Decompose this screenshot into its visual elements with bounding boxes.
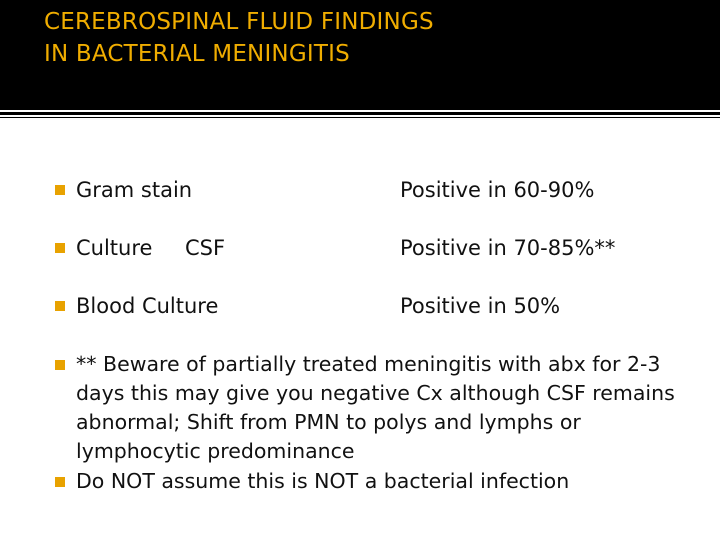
finding-row-culture-csf bbox=[55, 233, 715, 263]
finding-sublabel: CSF bbox=[185, 236, 226, 260]
finding-row-blood-culture bbox=[55, 291, 715, 321]
bullet-square-icon bbox=[55, 185, 65, 195]
finding-value: Positive in 60-90% bbox=[400, 178, 595, 202]
title-divider-thick bbox=[0, 112, 720, 115]
slide-title-line-1: CEREBROSPINAL FLUID FINDINGS bbox=[44, 9, 434, 35]
note-text: Do NOT assume this is NOT a bacterial infection bbox=[76, 469, 570, 493]
bullet-square-icon bbox=[55, 243, 65, 253]
finding-row-gram-stain bbox=[55, 175, 715, 205]
finding-value: Positive in 50% bbox=[400, 294, 561, 318]
title-divider-thin bbox=[0, 117, 720, 118]
note-partial-treatment bbox=[55, 350, 695, 466]
bullet-square-icon bbox=[55, 301, 65, 311]
note-do-not-assume bbox=[55, 467, 695, 496]
note-text: ** Beware of partially treated meningitis with abx for 2-3 days this may give you negative Cx although CSF remains abnormal; Shift from PMN to polys and lymphs or lymphocytic predominance bbox=[76, 352, 675, 463]
finding-value: Positive in 70-85%** bbox=[400, 236, 616, 260]
slide-title-line-2: IN BACTERIAL MENINGITIS bbox=[44, 41, 350, 67]
finding-label: Culture bbox=[76, 236, 153, 260]
bullet-square-icon bbox=[55, 477, 65, 487]
finding-label: Blood Culture bbox=[76, 294, 219, 318]
title-band bbox=[0, 0, 720, 110]
finding-label: Gram stain bbox=[76, 178, 193, 202]
bullet-square-icon bbox=[55, 360, 65, 370]
slide-title bbox=[44, 6, 434, 70]
